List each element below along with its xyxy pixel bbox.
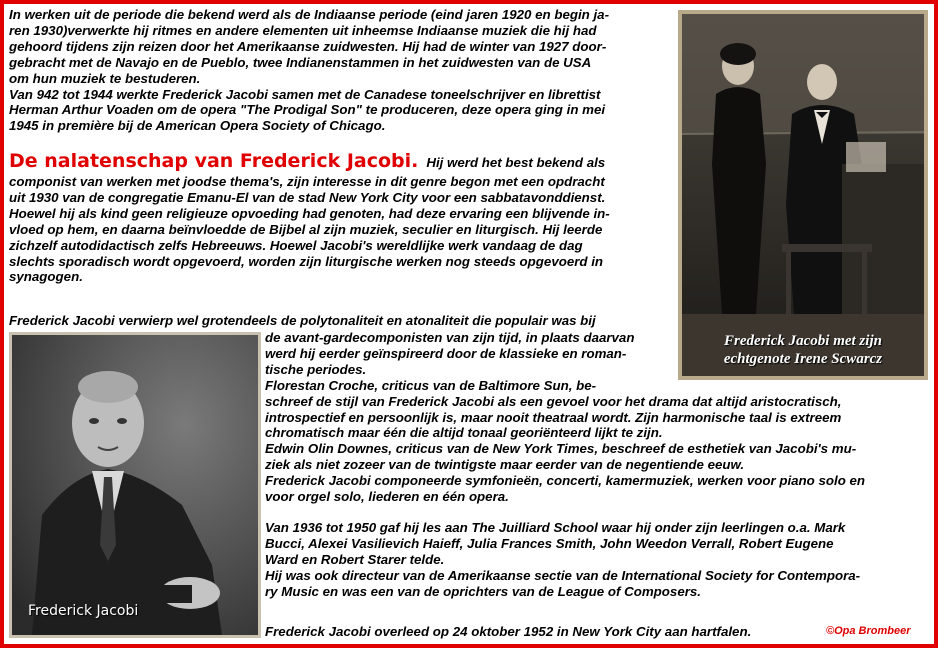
text-line: ry Music en was een van de oprichters van de League of Composers. <box>265 583 701 599</box>
portrait-illustration <box>12 335 258 635</box>
juilliard-paragraph <box>265 520 860 600</box>
text-line: introspectief en persoonlijk is, maar nooit theatraal wordt. Zijn harmonische taal is extreem <box>265 409 842 425</box>
text-line: ziek als niet zozeer van de twintigste maar eerder van de negentiende eeuw. <box>265 457 745 473</box>
text-line: Ward en Robert Starer telde. <box>265 551 445 567</box>
text-line: voor orgel solo, liederen en één opera. <box>265 489 509 505</box>
text-line: Florestan Croche, criticus van de Baltimore Sun, be- <box>265 377 597 393</box>
death-line: Frederick Jacobi overleed op 24 oktober 1952 in New York City aan hartfalen. <box>265 624 752 639</box>
text-line: Herman Arthur Voaden om de opera "The Prodigal Son" te produceren, deze opera ging in mei <box>9 102 606 118</box>
text-line: schreef de stijl van Frederick Jacobi als een gevoel voor het drama dat altijd aristocratisch, <box>265 393 842 409</box>
couple-photo-illustration <box>682 14 924 376</box>
text-line: ren 1930)verwerkte hij ritmes en andere elementen uit inheemse Indiaanse muziek die hij had <box>9 22 597 38</box>
text-line: om hun muziek te bestuderen. <box>9 70 201 86</box>
legacy-paragraph <box>9 174 610 285</box>
text-line: tische periodes. <box>265 361 367 377</box>
polytonal-line: Frederick Jacobi verwierp wel grotendeels de polytonaliteit en atonaliteit die populair was bij <box>9 313 596 328</box>
photo-jacobi-portrait <box>9 332 261 638</box>
section-heading: De nalatenschap van Frederick Jacobi. <box>9 150 419 172</box>
heading-continuation: Hij werd het best bekend als <box>426 155 606 170</box>
text-line: 1945 in première bij de American Opera Society of Chicago. <box>9 118 386 134</box>
style-paragraph <box>265 330 865 505</box>
text-line: chromatisch maar één die altijd tonaal georiënteerd lijkt te zijn. <box>265 425 663 441</box>
text-line: Bucci, Alexei Vasilievich Haieff, Julia Frances Smith, John Weedon Verrall, Robert Eugene <box>265 535 834 551</box>
text-line: de avant-gardecomponisten van zijn tijd, in plaats daarvan <box>265 330 635 345</box>
text-line: gehoord tijdens zijn reizen door het Amerikaanse zuidwesten. Hij had de winter van 1927 door- <box>9 38 607 54</box>
text-line: Van 1936 tot 1950 gaf hij les aan The Juilliard School waar hij onder zijn leerlingen o.a. Mark <box>265 520 846 535</box>
text-line: uit 1930 van de congregatie Emanu-El van de stad New York City voor een sabbatavonddienst. <box>9 189 606 205</box>
text-line: gebracht met de Navajo en de Pueblo, twee Indianenstammen in het zuidwesten van de USA <box>9 54 592 70</box>
text-line: werd hij eerder geïnspireerd door de klassieke en roman- <box>265 345 627 361</box>
text-line: Hoewel hij als kind geen religieuze opvoeding had genoten, had deze ervaring een blijvende in- <box>9 205 610 221</box>
text-line: Van 942 tot 1944 werkte Frederick Jacobi samen met de Canadese toneelschrijver en librettist <box>9 86 601 102</box>
text-line: componist van werken met joodse thema's, zijn interesse in dit genre begon met een opdracht <box>9 174 605 189</box>
intro-paragraph <box>9 7 609 134</box>
photo-caption: Frederick Jacobi <box>28 603 139 619</box>
copyright-credit: ©Opa Brombeer <box>826 625 911 637</box>
text-line: Edwin Olin Downes, criticus van de New York Times, beschreef de esthetiek van Jacobi's mu- <box>265 441 857 457</box>
photo-jacobi-with-wife <box>678 10 928 380</box>
text-line: Hij was ook directeur van de Amerikaanse sectie van de International Society for Contempora- <box>265 567 861 583</box>
text-line: Frederick Jacobi componeerde symfonieën, concerti, kamermuziek, werken voor piano solo en <box>265 473 866 489</box>
text-line: zichzelf autodidactisch zelfs Hebreeuws. Hoewel Jacobi's wereldlijke werk vandaag de dag <box>9 237 583 253</box>
text-line: vloed op hem, en daarna beïnvloedde de Bijbel al zijn muziek, seculier en liturgisch. Hij leerde <box>9 221 603 237</box>
text-line: In werken uit de periode die bekend werd als de Indiaanse periode (eind jaren 1920 en begin ja- <box>9 7 610 22</box>
caption-line: echtgenote Irene Scwarcz <box>723 351 883 367</box>
text-line: slechts sporadisch wordt opgevoerd, worden zijn liturgische werken nog steeds opgevoerd in <box>9 253 604 269</box>
text-line: synagogen. <box>9 269 83 285</box>
caption-line: Frederick Jacobi met zijn <box>724 333 882 349</box>
legacy-heading-line <box>9 150 605 174</box>
